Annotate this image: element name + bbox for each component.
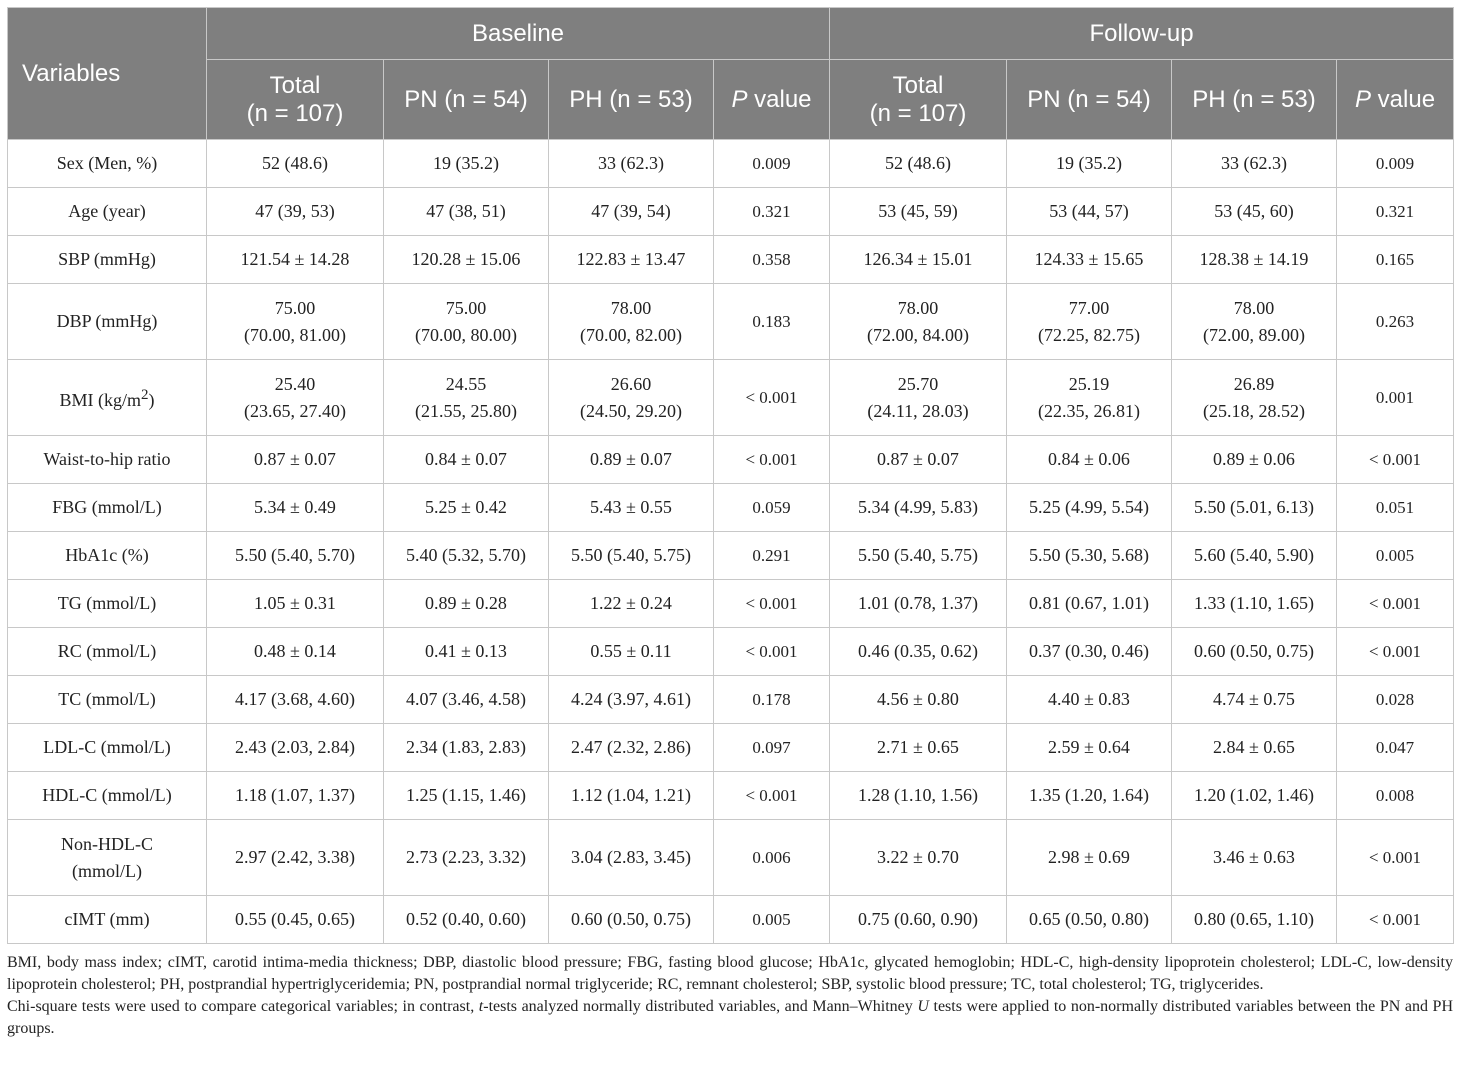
table-row bbox=[8, 236, 1454, 284]
followup-pn-header: PN (n = 54) bbox=[1007, 60, 1172, 140]
p-value-cell: < 0.001 bbox=[1337, 580, 1454, 628]
table-container bbox=[7, 7, 1453, 1040]
table-cell: 5.50 (5.30, 5.68) bbox=[1007, 532, 1172, 580]
table-cell: 124.33 ± 15.65 bbox=[1007, 236, 1172, 284]
followup-pvalue-header bbox=[1337, 60, 1454, 140]
p-value-cell: < 0.001 bbox=[1337, 896, 1454, 944]
total-label: Total bbox=[269, 71, 321, 99]
table-cell: 0.37 (0.30, 0.46) bbox=[1007, 628, 1172, 676]
table-row bbox=[8, 436, 1454, 484]
table-cell: 4.07 (3.46, 4.58) bbox=[384, 676, 549, 724]
table-footnotes bbox=[7, 952, 1453, 1040]
row-label: HDL-C (mmol/L) bbox=[8, 772, 207, 820]
table-cell: 5.34 (4.99, 5.83) bbox=[830, 484, 1007, 532]
table-cell bbox=[1172, 360, 1337, 436]
cell-line: 78.00 bbox=[897, 297, 939, 318]
table-cell bbox=[1172, 284, 1337, 360]
table-cell bbox=[384, 284, 549, 360]
table-cell: 4.17 (3.68, 4.60) bbox=[207, 676, 384, 724]
methods-text: -tests analyzed normally distributed variables, and Mann–Whitney bbox=[483, 998, 918, 1015]
table-cell: 2.47 (2.32, 2.86) bbox=[549, 724, 714, 772]
p-value-cell: 0.097 bbox=[714, 724, 830, 772]
variables-header: Variables bbox=[8, 8, 207, 140]
cell-line: (22.35, 26.81) bbox=[1038, 400, 1140, 421]
table-cell: 0.89 ± 0.28 bbox=[384, 580, 549, 628]
p-value-cell: < 0.001 bbox=[1337, 820, 1454, 896]
p-value-cell: 0.321 bbox=[714, 188, 830, 236]
table-cell: 1.05 ± 0.31 bbox=[207, 580, 384, 628]
table-cell: 0.55 ± 0.11 bbox=[549, 628, 714, 676]
table-cell: 121.54 ± 14.28 bbox=[207, 236, 384, 284]
table-cell bbox=[830, 360, 1007, 436]
cell-line: 26.89 bbox=[1233, 373, 1275, 394]
cell-line: 25.40 bbox=[274, 373, 316, 394]
table-cell: 47 (38, 51) bbox=[384, 188, 549, 236]
p-value-cell: 0.047 bbox=[1337, 724, 1454, 772]
table-cell: 0.65 (0.50, 0.80) bbox=[1007, 896, 1172, 944]
table-row bbox=[8, 676, 1454, 724]
table-cell: 0.48 ± 0.14 bbox=[207, 628, 384, 676]
p-value-cell: < 0.001 bbox=[714, 772, 830, 820]
table-row bbox=[8, 628, 1454, 676]
cell-line: (72.00, 89.00) bbox=[1203, 324, 1305, 345]
table-cell: 1.12 (1.04, 1.21) bbox=[549, 772, 714, 820]
cell-line: (24.50, 29.20) bbox=[580, 400, 682, 421]
abbreviations-note: BMI, body mass index; cIMT, carotid intima-media thickness; DBP, diastolic blood pressure; FBG, fasting blood glucose; HbA1c, glycated hemoglobin; HDL-C, high-density lipoprotein cholesterol; LDL-C, low-density lipoprotein cholesterol; PH, postprandial hypertriglyceridemia; PN, postprandial normal triglyceride; RC, remnant cholesterol; SBP, systolic blood pressure; TC, total cholesterol; TG, triglycerides. bbox=[7, 954, 1453, 993]
p-value-cell: 0.009 bbox=[1337, 140, 1454, 188]
table-cell: 1.01 (0.78, 1.37) bbox=[830, 580, 1007, 628]
total-label: Total bbox=[892, 71, 944, 99]
cell-line: 25.70 bbox=[897, 373, 939, 394]
cell-line: (23.65, 27.40) bbox=[244, 400, 346, 421]
followup-ph-header: PH (n = 53) bbox=[1172, 60, 1337, 140]
table-cell: 19 (35.2) bbox=[384, 140, 549, 188]
table-cell: 1.25 (1.15, 1.46) bbox=[384, 772, 549, 820]
table-cell: 2.71 ± 0.65 bbox=[830, 724, 1007, 772]
p-value-cell: < 0.001 bbox=[1337, 436, 1454, 484]
table-cell: 0.84 ± 0.07 bbox=[384, 436, 549, 484]
p-value-cell: 0.291 bbox=[714, 532, 830, 580]
cell-line: (70.00, 82.00) bbox=[580, 324, 682, 345]
row-label-line: Non-HDL-C bbox=[61, 833, 153, 854]
p-value-cell: 0.051 bbox=[1337, 484, 1454, 532]
table-cell: 5.43 ± 0.55 bbox=[549, 484, 714, 532]
table-cell: 0.81 (0.67, 1.01) bbox=[1007, 580, 1172, 628]
table-cell: 47 (39, 54) bbox=[549, 188, 714, 236]
row-label bbox=[8, 820, 207, 896]
p-italic: P bbox=[731, 85, 748, 113]
p-value-cell: 0.005 bbox=[1337, 532, 1454, 580]
table-row bbox=[8, 772, 1454, 820]
table-cell: 0.87 ± 0.07 bbox=[830, 436, 1007, 484]
p-value-cell: 0.008 bbox=[1337, 772, 1454, 820]
row-label-line: (mmol/L) bbox=[72, 860, 142, 881]
table-cell: 5.50 (5.40, 5.75) bbox=[549, 532, 714, 580]
baseline-pvalue-header bbox=[714, 60, 830, 140]
table-header bbox=[8, 8, 1454, 140]
table-cell: 122.83 ± 13.47 bbox=[549, 236, 714, 284]
table-cell: 0.89 ± 0.07 bbox=[549, 436, 714, 484]
table-cell: 0.60 (0.50, 0.75) bbox=[1172, 628, 1337, 676]
table-row bbox=[8, 896, 1454, 944]
methods-text: Chi-square tests were used to compare categorical variables; in contrast, bbox=[7, 998, 479, 1015]
table-cell: 0.60 (0.50, 0.75) bbox=[549, 896, 714, 944]
p-value-cell: < 0.001 bbox=[714, 628, 830, 676]
table-cell: 33 (62.3) bbox=[1172, 140, 1337, 188]
baseline-pn-header: PN (n = 54) bbox=[384, 60, 549, 140]
p-value-cell: 0.178 bbox=[714, 676, 830, 724]
cell-line: 78.00 bbox=[610, 297, 652, 318]
table-cell bbox=[549, 284, 714, 360]
table-cell bbox=[1007, 284, 1172, 360]
cell-line: 78.00 bbox=[1233, 297, 1275, 318]
methods-note bbox=[7, 996, 1453, 1040]
p-value-cell: 0.321 bbox=[1337, 188, 1454, 236]
table-cell: 126.34 ± 15.01 bbox=[830, 236, 1007, 284]
table-cell: 53 (45, 60) bbox=[1172, 188, 1337, 236]
cell-line: (72.00, 84.00) bbox=[867, 324, 969, 345]
row-label: RC (mmol/L) bbox=[8, 628, 207, 676]
table-row bbox=[8, 580, 1454, 628]
table-row bbox=[8, 188, 1454, 236]
p-value-cell: 0.001 bbox=[1337, 360, 1454, 436]
total-n: (n = 107) bbox=[246, 99, 344, 127]
table-cell: 19 (35.2) bbox=[1007, 140, 1172, 188]
table-cell: 53 (45, 59) bbox=[830, 188, 1007, 236]
row-label: TC (mmol/L) bbox=[8, 676, 207, 724]
table-cell: 0.55 (0.45, 0.65) bbox=[207, 896, 384, 944]
table-row bbox=[8, 724, 1454, 772]
table-body bbox=[8, 140, 1454, 944]
table-cell: 1.35 (1.20, 1.64) bbox=[1007, 772, 1172, 820]
p-value-cell: 0.009 bbox=[714, 140, 830, 188]
table-cell: 4.24 (3.97, 4.61) bbox=[549, 676, 714, 724]
data-table bbox=[7, 7, 1454, 944]
cell-line: (70.00, 81.00) bbox=[244, 324, 346, 345]
table-cell: 2.84 ± 0.65 bbox=[1172, 724, 1337, 772]
table-cell: 1.18 (1.07, 1.37) bbox=[207, 772, 384, 820]
p-value-cell: < 0.001 bbox=[1337, 628, 1454, 676]
cell-line: 75.00 bbox=[274, 297, 316, 318]
table-cell: 2.73 (2.23, 3.32) bbox=[384, 820, 549, 896]
row-label: cIMT (mm) bbox=[8, 896, 207, 944]
table-cell: 0.41 ± 0.13 bbox=[384, 628, 549, 676]
table-cell: 3.46 ± 0.63 bbox=[1172, 820, 1337, 896]
table-cell: 5.50 (5.01, 6.13) bbox=[1172, 484, 1337, 532]
p-value-cell: < 0.001 bbox=[714, 436, 830, 484]
methods-italic-u: U bbox=[917, 998, 929, 1015]
row-label: Sex (Men, %) bbox=[8, 140, 207, 188]
row-label bbox=[8, 360, 207, 436]
table-cell: 0.87 ± 0.07 bbox=[207, 436, 384, 484]
table-cell: 5.50 (5.40, 5.70) bbox=[207, 532, 384, 580]
table-row bbox=[8, 484, 1454, 532]
table-cell: 2.59 ± 0.64 bbox=[1007, 724, 1172, 772]
table-cell: 2.97 (2.42, 3.38) bbox=[207, 820, 384, 896]
followup-total-header bbox=[830, 60, 1007, 140]
p-value-cell: 0.263 bbox=[1337, 284, 1454, 360]
row-label: Age (year) bbox=[8, 188, 207, 236]
cell-line: (25.18, 28.52) bbox=[1203, 400, 1305, 421]
table-cell: 128.38 ± 14.19 bbox=[1172, 236, 1337, 284]
table-row bbox=[8, 532, 1454, 580]
p-value-cell: 0.005 bbox=[714, 896, 830, 944]
row-label: SBP (mmHg) bbox=[8, 236, 207, 284]
row-label-superscript: 2 bbox=[141, 386, 149, 403]
table-cell bbox=[207, 360, 384, 436]
methods-italic-t: t bbox=[478, 998, 484, 1015]
cell-line: (70.00, 80.00) bbox=[415, 324, 517, 345]
table-cell: 0.46 (0.35, 0.62) bbox=[830, 628, 1007, 676]
cell-line: 26.60 bbox=[610, 373, 652, 394]
table-cell: 1.22 ± 0.24 bbox=[549, 580, 714, 628]
table-cell: 5.25 (4.99, 5.54) bbox=[1007, 484, 1172, 532]
table-row bbox=[8, 820, 1454, 896]
table-cell bbox=[207, 284, 384, 360]
table-cell: 52 (48.6) bbox=[207, 140, 384, 188]
table-cell: 0.84 ± 0.06 bbox=[1007, 436, 1172, 484]
table-cell: 5.40 (5.32, 5.70) bbox=[384, 532, 549, 580]
table-cell: 0.52 (0.40, 0.60) bbox=[384, 896, 549, 944]
p-value-cell: 0.165 bbox=[1337, 236, 1454, 284]
row-label: FBG (mmol/L) bbox=[8, 484, 207, 532]
row-label: TG (mmol/L) bbox=[8, 580, 207, 628]
cell-line: (24.11, 28.03) bbox=[867, 400, 969, 421]
row-label: DBP (mmHg) bbox=[8, 284, 207, 360]
table-cell: 3.04 (2.83, 3.45) bbox=[549, 820, 714, 896]
table-row bbox=[8, 360, 1454, 436]
table-cell: 5.34 ± 0.49 bbox=[207, 484, 384, 532]
table-cell: 3.22 ± 0.70 bbox=[830, 820, 1007, 896]
p-value-cell: 0.358 bbox=[714, 236, 830, 284]
table-cell: 1.33 (1.10, 1.65) bbox=[1172, 580, 1337, 628]
table-cell: 33 (62.3) bbox=[549, 140, 714, 188]
baseline-total-header bbox=[207, 60, 384, 140]
table-cell: 120.28 ± 15.06 bbox=[384, 236, 549, 284]
p-value-cell: 0.059 bbox=[714, 484, 830, 532]
cell-line: (21.55, 25.80) bbox=[415, 400, 517, 421]
cell-line: 75.00 bbox=[445, 297, 487, 318]
table-cell: 4.74 ± 0.75 bbox=[1172, 676, 1337, 724]
cell-line: 25.19 bbox=[1068, 373, 1110, 394]
row-label-end: ) bbox=[148, 389, 155, 410]
row-label-text: BMI (kg/m bbox=[59, 389, 141, 410]
table-row bbox=[8, 284, 1454, 360]
cell-line: 77.00 bbox=[1068, 297, 1110, 318]
table-cell bbox=[1007, 360, 1172, 436]
p-value-cell: < 0.001 bbox=[714, 360, 830, 436]
table-cell: 53 (44, 57) bbox=[1007, 188, 1172, 236]
table-cell bbox=[830, 284, 1007, 360]
table-cell: 0.80 (0.65, 1.10) bbox=[1172, 896, 1337, 944]
table-cell: 4.56 ± 0.80 bbox=[830, 676, 1007, 724]
table-cell: 2.34 (1.83, 2.83) bbox=[384, 724, 549, 772]
row-label: LDL-C (mmol/L) bbox=[8, 724, 207, 772]
table-cell: 47 (39, 53) bbox=[207, 188, 384, 236]
baseline-header: Baseline bbox=[207, 8, 830, 60]
p-rest: value bbox=[747, 85, 812, 113]
cell-line: (72.25, 82.75) bbox=[1038, 324, 1140, 345]
table-cell: 2.98 ± 0.69 bbox=[1007, 820, 1172, 896]
table-row bbox=[8, 140, 1454, 188]
table-cell bbox=[384, 360, 549, 436]
table-cell: 5.25 ± 0.42 bbox=[384, 484, 549, 532]
row-label: HbA1c (%) bbox=[8, 532, 207, 580]
p-italic: P bbox=[1354, 85, 1371, 113]
p-rest: value bbox=[1371, 85, 1436, 113]
table-cell: 0.89 ± 0.06 bbox=[1172, 436, 1337, 484]
p-value-cell: 0.006 bbox=[714, 820, 830, 896]
followup-header: Follow-up bbox=[830, 8, 1454, 60]
table-cell bbox=[549, 360, 714, 436]
row-label: Waist-to-hip ratio bbox=[8, 436, 207, 484]
p-value-cell: 0.028 bbox=[1337, 676, 1454, 724]
table-cell: 4.40 ± 0.83 bbox=[1007, 676, 1172, 724]
cell-line: 24.55 bbox=[445, 373, 487, 394]
baseline-ph-header: PH (n = 53) bbox=[549, 60, 714, 140]
table-cell: 5.50 (5.40, 5.75) bbox=[830, 532, 1007, 580]
p-value-cell: 0.183 bbox=[714, 284, 830, 360]
table-cell: 0.75 (0.60, 0.90) bbox=[830, 896, 1007, 944]
table-cell: 5.60 (5.40, 5.90) bbox=[1172, 532, 1337, 580]
methods-text: tests were applied to non-normally distributed variables between the PN and PH groups. bbox=[7, 998, 1454, 1037]
table-cell: 52 (48.6) bbox=[830, 140, 1007, 188]
total-n: (n = 107) bbox=[869, 99, 967, 127]
table-cell: 2.43 (2.03, 2.84) bbox=[207, 724, 384, 772]
table-cell: 1.28 (1.10, 1.56) bbox=[830, 772, 1007, 820]
table-cell: 1.20 (1.02, 1.46) bbox=[1172, 772, 1337, 820]
p-value-cell: < 0.001 bbox=[714, 580, 830, 628]
